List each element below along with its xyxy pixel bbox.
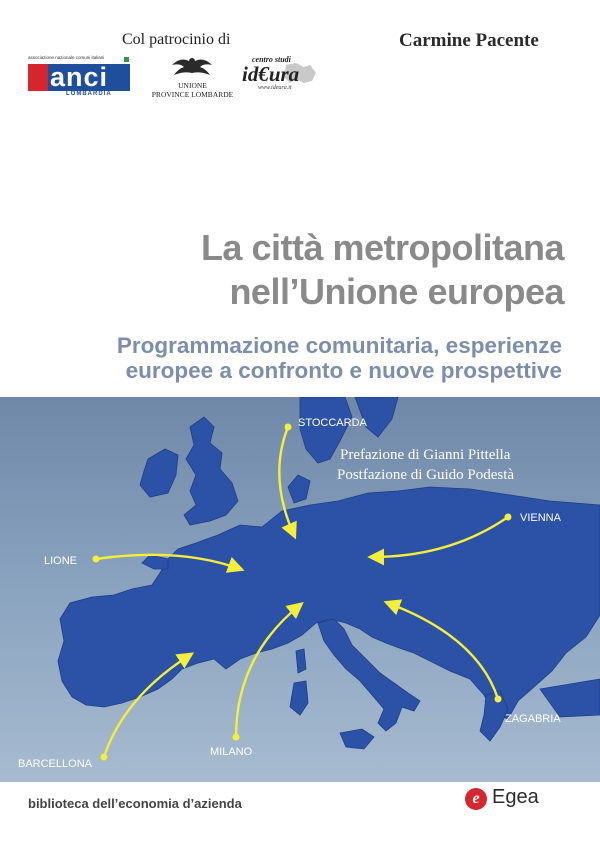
- upl-line2: PROVINCE LOMBARDE: [151, 90, 234, 99]
- ideura-url: www.ideura.it: [258, 85, 292, 91]
- publisher-logo: [465, 786, 575, 816]
- europe-map: [0, 397, 600, 782]
- city-label-milano: MILANO: [210, 746, 253, 758]
- upl-logo: [150, 53, 235, 103]
- patronage-label: Col patrocinio di: [122, 31, 231, 48]
- postface-line: Postfazione di Guido Podestà: [337, 467, 515, 483]
- anci-tagline: associazione nazionale comuni italiani: [28, 55, 105, 60]
- author-name: Carmine Pacente: [399, 30, 539, 51]
- ideura-logo: [238, 55, 318, 95]
- title-line-1: La città metropolitana: [200, 227, 564, 268]
- book-subtitle: [22, 333, 562, 383]
- publisher-name: Egea: [492, 786, 539, 808]
- city-label-barcellona: BARCELLONA: [18, 758, 92, 770]
- subtitle-line-1: Programmazione comunitaria, esperienze: [116, 333, 562, 358]
- anci-logo: [28, 55, 130, 96]
- egea-e-icon: e: [465, 788, 487, 810]
- preface-line: Prefazione di Gianni Pittella: [340, 447, 511, 463]
- city-label-vienna: VIENNA: [520, 512, 561, 524]
- city-label-stoccarda: STOCCARDA: [298, 417, 367, 429]
- eagle-crest-icon: [150, 53, 235, 81]
- book-title: [24, 226, 564, 314]
- ideura-wordmark: id€ura: [242, 62, 300, 86]
- ideura-tagline: centro studi: [252, 55, 291, 64]
- title-line-2: nell’Unione europea: [229, 271, 564, 312]
- anci-wordmark: anci: [50, 62, 109, 92]
- city-label-zagabria: ZAGABRIA: [505, 713, 561, 725]
- anci-region: LOMBARDIA: [66, 91, 112, 97]
- series-name: biblioteca dell’economia d’azienda: [28, 796, 242, 811]
- subtitle-line-2: europee a confronto e nuove prospettive: [125, 358, 562, 383]
- city-label-lione: LIONE: [44, 555, 78, 567]
- upl-line1: UNIONE: [178, 81, 207, 90]
